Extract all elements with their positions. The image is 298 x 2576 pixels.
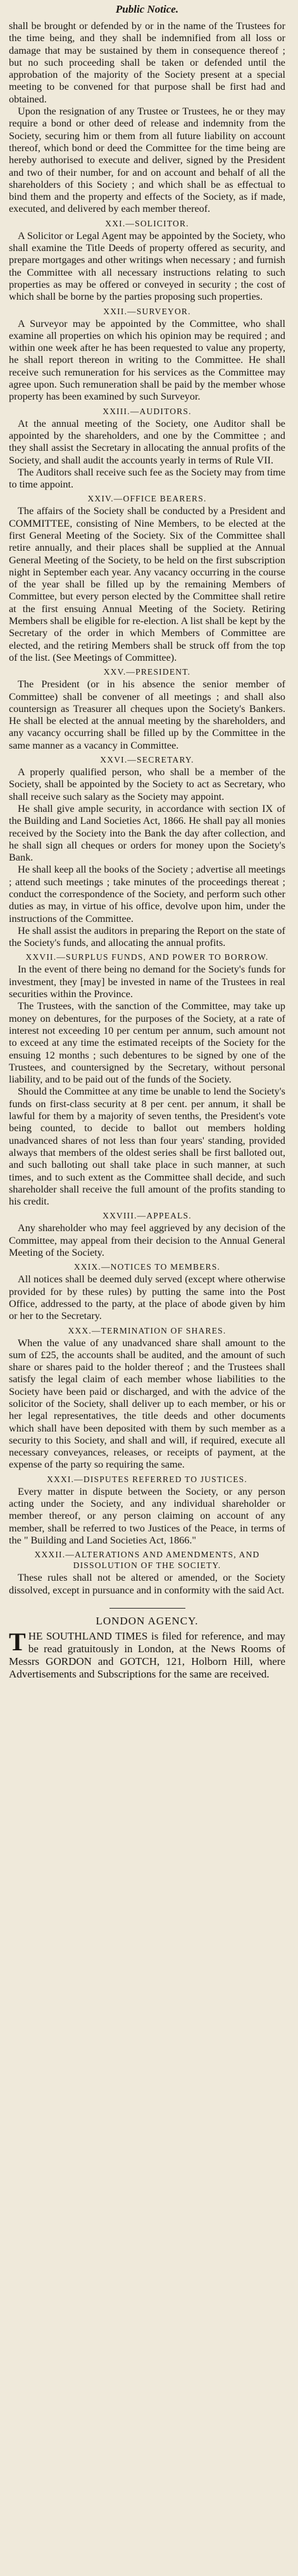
section-paragraph: A Surveyor may be appointed by the Committee, who shall examine all properties on which his opinion may be required ; and within one week after he has been requested to value any property, he shall report thereon in writing to the Committee. He shall receive such remuneration for his services as the Committee may agree upon. Such remuneration shall be paid by the member whose property has been examined by such Surveyor.: [9, 317, 285, 403]
rule-section: [9, 20, 285, 216]
rule-section: [9, 1325, 285, 1471]
section-heading: XXX.—TERMINATION OF SHARES.: [68, 1325, 227, 1335]
section-heading: XXXI.—DISPUTES REFERRED TO JUSTICES.: [47, 1474, 247, 1484]
section-heading: XXVIII.—APPEALS.: [102, 1211, 192, 1221]
section-paragraph: Upon the resignation of any Trustee or Trustees, he or they may require a bond or other deed of release and indemnity from the Society, securing him or them from all future liability on account thereof, which bond or deed the Committee for the time being are hereby authorised to execute and deliver, signed by the President and two of their number, for and on account and behalf of all the shareholders of this Society ; and which shall be as effectual to bind them and the property and effects of the Society, as if made, executed, and delivered by each member thereof.: [9, 106, 285, 215]
section-paragraph: The affairs of the Society shall be conducted by a President and COMMITTEE, consisting of Nine Members, to be elected at the first General Meeting of the Society. Six of the Committee shall retire annually, and their places shall be supplied at the Annual General Meeting of the Society, to be held on the first subscription night in September each year. Any vacancy occurring in the course of the year shall be filled up by the remaining Members of Committee, but every person elected by the Committee shall retire at the first ensuing Annual Meeting of the Society. Retiring Members shall be eligible for re-election. A list shall be kept by the Secretary of the order in which Members of Committee are elected, and the retiring Members shall be struck off from the top of the list. (See Meetings of Committee).: [9, 505, 285, 663]
section-paragraph: Any shareholder who may feel aggrieved by any decision of the Committee, may appeal from their decision to the Annual General Meeting of the Society.: [9, 1222, 285, 1259]
section-paragraph: Every matter in dispute between the Society, or any person acting under the Society, and any individual shareholder or member thereof, or any person claiming on account of any member, shall be referred to two Justices of the Peace, in terms of the " Building and Land Societies Act, 1866.": [9, 1485, 285, 1546]
section-heading: XXVII.—SURPLUS FUNDS, AND POWER TO BORROW.: [25, 952, 269, 962]
separator-rule: [109, 1608, 185, 1609]
section-heading: XXVI.—SECRETARY.: [100, 755, 194, 765]
section-paragraph: Should the Committee at any time be unable to lend the Society's funds on first-class security at 8 per cent. per annum, it shall be lawful for them by a majority of seven tenths, the President's vote being counted, to decide to ballot out members holding unadvanced shares of not less than four years' standing, provided always that members of the oldest series shall be first balloted out, and such balloting out shall take place in such manner, at such times, and to such extent as the Committee shall decide, and such shareholder shall receive the full amount of the profits standing to his credit.: [9, 1086, 285, 1208]
section-paragraph: These rules shall not be altered or amended, or the Society dissolved, except in pursuance and in conformity with the said Act.: [9, 1572, 285, 1596]
section-paragraph: He shall give ample security, in accordance with section IX of the Building and Land Societies Act, 1866. He shall pay all monies received by the Society into the Bank the day after collection, and he shall sign all cheques or orders for money upon the Society's Bank.: [9, 802, 285, 864]
rule-section: [9, 218, 285, 304]
london-agency-notice: [9, 1615, 285, 1681]
rule-section: [9, 1261, 285, 1322]
section-paragraph: He shall keep all the books of the Society ; advertise all meetings ; attend such meetings ; take minutes of the proceedings thereat ; conduct the correspondence of the Society, and perform such other duties as may, in virtue of his office, devolve upon him, under the instructions of the Committee.: [9, 864, 285, 924]
section-paragraph: At the annual meeting of the Society, one Auditor shall be appointed by the shareholders, and one by the Committee ; and they shall assist the Secretary in allocating the annual profits of the Society, and shall audit the accounts yearly in terms of Rule VII.: [9, 417, 285, 466]
section-paragraph: The President (or in his absence the senior member of Committee) shall be convener of all meetings ; and shall also countersign as Treasurer all cheques upon the Society's Bankers. He shall be elected at the annual meeting by the shareholders, and any vacancy occurring shall be filled up by the Committee in the same manner as a vacancy in Committee.: [9, 678, 285, 751]
drop-cap: T: [9, 1627, 26, 1656]
rule-section: [9, 306, 285, 403]
section-heading: XXV.—PRESIDENT.: [103, 667, 191, 677]
page-header: Public Notice.: [115, 3, 179, 15]
rule-section: [9, 493, 285, 664]
agency-heading: LONDON AGENCY.: [96, 1614, 199, 1627]
rules-column: [9, 20, 285, 1597]
rule-section: [9, 666, 285, 752]
section-heading: XXIX.—NOTICES TO MEMBERS.: [73, 1262, 221, 1272]
section-paragraph: He shall assist the auditors in preparing the Report on the state of the Society's funds, and allocating the annual profits.: [9, 924, 285, 949]
rule-section: [9, 952, 285, 1208]
agency-text: HE SOUTHLAND TIMES is filed for reference, and may be read gratuitously in London, at the News Rooms of Messrs GORDON and GOTCH, 121, Holborn Hill, where Advertisements and Subscriptions for the same are received.: [9, 1629, 285, 1680]
section-paragraph: The Trustees, with the sanction of the Committee, may take up money on debentures, for the purposes of the Society, at a rate of interest not exceeding 10 per centum per annum, such amount not to exceed at any time the estimated receipts of the Society for the ensuing 12 months ; such debentures to be signed by one of the Trustees, and countersigned by the Secretary, without personal liability, and to be paid out of the funds of the Society.: [9, 1000, 285, 1086]
rule-section: [9, 754, 285, 949]
section-paragraph: All notices shall be deemed duly served (except where otherwise provided for by these rules) by putting the same into the Post Office, addressed to the party, at the place of abode given by him or her to the Secretary.: [9, 1273, 285, 1322]
section-heading: XXII.—SURVEYOR.: [103, 306, 191, 316]
agency-body: [9, 1627, 285, 1681]
section-paragraph: A Solicitor or Legal Agent may be appointed by the Society, who shall examine the Title Deeds of property offered as security, and prepare mortgages and other writings when necessary ; and furnish the Committee with all necessary instructions relating to such properties as may be offered or conveyed in security ; the cost of which shall be borne by the parties proposing such properties.: [9, 230, 285, 303]
section-paragraph: shall be brought or defended by or in the name of the Trustees for the time being, and they shall be indemnified from all loss or damage that may be sustained by them in consequence thereof ; but no such proceeding shall be taken or defended until the approbation of the majority of the Society present at a special meeting to be convened for that purpose shall be first had and obtained.: [9, 20, 285, 105]
rule-section: [9, 1549, 285, 1597]
section-paragraph: When the value of any unadvanced share shall amount to the sum of £25, the accounts shall be audited, and the amount of such share or shares paid to the holder thereof ; and the Trustees shall satisfy the legal claim of each member whose liabilities to the Society have been paid or discharged, and with the advice of the solicitor of the Society, shall deliver up to each member, or his or her legal representatives, the title deeds and other documents which shall have been deposited with them by such member as a security to this Society, and shall and will, if required, execute all necessary conveyances, releases, or receipts of payment, at the expense of the party so requiring the same.: [9, 1337, 285, 1471]
section-heading: XXXII.—ALTERATIONS AND AMENDMENTS, AND DISSOLUTION OF THE SOCIETY.: [34, 1550, 260, 1571]
section-heading: XXIII.—AUDITORS.: [102, 406, 192, 416]
section-heading: XXIV.—OFFICE BEARERS.: [87, 494, 207, 504]
section-heading: XXI.—SOLICITOR.: [105, 218, 189, 228]
rule-section: [9, 406, 285, 491]
rule-section: [9, 1210, 285, 1259]
section-paragraph: A properly qualified person, who shall be a member of the Society, shall be appointed by the Society to act as Secretary, who shall receive such salary as the Society may appoint.: [9, 766, 285, 802]
rule-section: [9, 1474, 285, 1547]
section-paragraph: The Auditors shall receive such fee as the Society may from time to time appoint.: [9, 466, 285, 491]
section-paragraph: In the event of there being no demand for the Society's funds for investment, they [may] be invested in name of the Trustees in real securities within the Province.: [9, 964, 285, 1000]
